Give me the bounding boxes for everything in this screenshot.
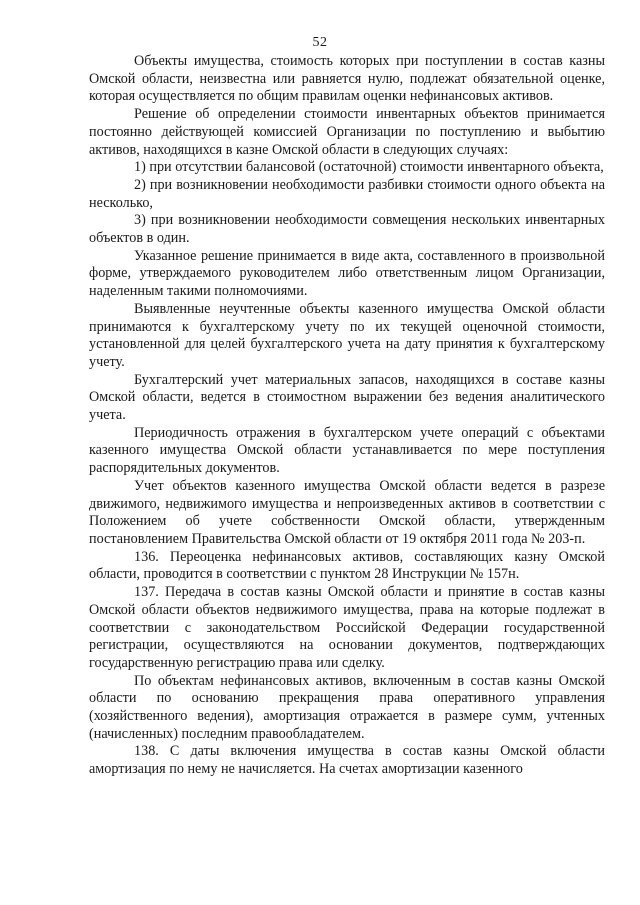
paragraph: 3) при возникновении необходимости совмещения нескольких инвентарных объектов в один. bbox=[89, 212, 605, 247]
paragraph: 1) при отсутствии балансовой (остаточной) стоимости инвентарного объекта, bbox=[134, 159, 604, 176]
paragraph: Периодичность отражения в бухгалтерском учете операций с объектами казенного имущества Омской области устанавливается по мере поступления распорядительных документов. bbox=[89, 424, 605, 477]
paragraph: Решение об определении стоимости инвентарных объектов принимается постоянно действующей комиссией Организации по поступлению и выбытию активов, находящихся в казне Омской области в следующих случаях: bbox=[89, 106, 605, 158]
paragraph: По объектам нефинансовых активов, включенным в состав казны Омской области по основанию прекращения права оперативного управления (хозяйственного ведения), амортизация отражается в размере сумм, учтенных (начисленных) последним правообладателем. bbox=[89, 672, 605, 742]
paragraph: Учет объектов казенного имущества Омской области ведется в разрезе движимого, недвижимого имущества и непроизведенных активов в соответствии с Положением об учете собственности Омской области, утвержденным постановлением Правительства Омской области от 19 октября 2011 года № 203-п. bbox=[89, 477, 605, 547]
paragraph: Указанное решение принимается в виде акта, составленного в произвольной форме, утверждаемого руководителем либо ответственным лицом Организации, наделенным такими полномочиями. bbox=[89, 247, 605, 300]
paragraph: 137. Передача в состав казны Омской области и принятие в состав казны Омской области объектов недвижимого имущества, права на которые подлежат в соответствии с законодательством Российской Федерации государственной регистрации, осуществляются на основании документов, подтверждающих государственную регистрацию права или сделку. bbox=[89, 584, 605, 671]
paragraph: Бухгалтерский учет материальных запасов, находящихся в составе казны Омской области, ведется в стоимостном выражении без ведения аналитического учета. bbox=[89, 371, 605, 424]
paragraph: 136. Переоценка нефинансовых активов, составляющих казну Омской области, проводится в соответствии с пунктом 28 Инструкции № 157н. bbox=[89, 548, 605, 583]
paragraph: 2) при возникновении необходимости разбивки стоимости одного объекта на несколько, bbox=[89, 176, 605, 211]
page-number: 52 bbox=[312, 35, 328, 50]
paragraph: 138. С даты включения имущества в состав казны Омской области амортизация по нему не начисляется. На счетах амортизации казенного bbox=[89, 743, 605, 778]
paragraph: Выявленные неучтенные объекты казенного имущества Омской области принимаются к бухгалтерскому учету по их текущей оценочной стоимости, установленной для целей бухгалтерского учета на дату принятия к бухгалтерскому учету. bbox=[89, 300, 605, 370]
paragraph: Объекты имущества, стоимость которых при поступлении в состав казны Омской области, неизвестна или равняется нулю, подлежат обязательной оценке, которая осуществляется по общим правилам оценки нефинансовых активов. bbox=[89, 53, 605, 105]
document-body bbox=[89, 53, 605, 779]
